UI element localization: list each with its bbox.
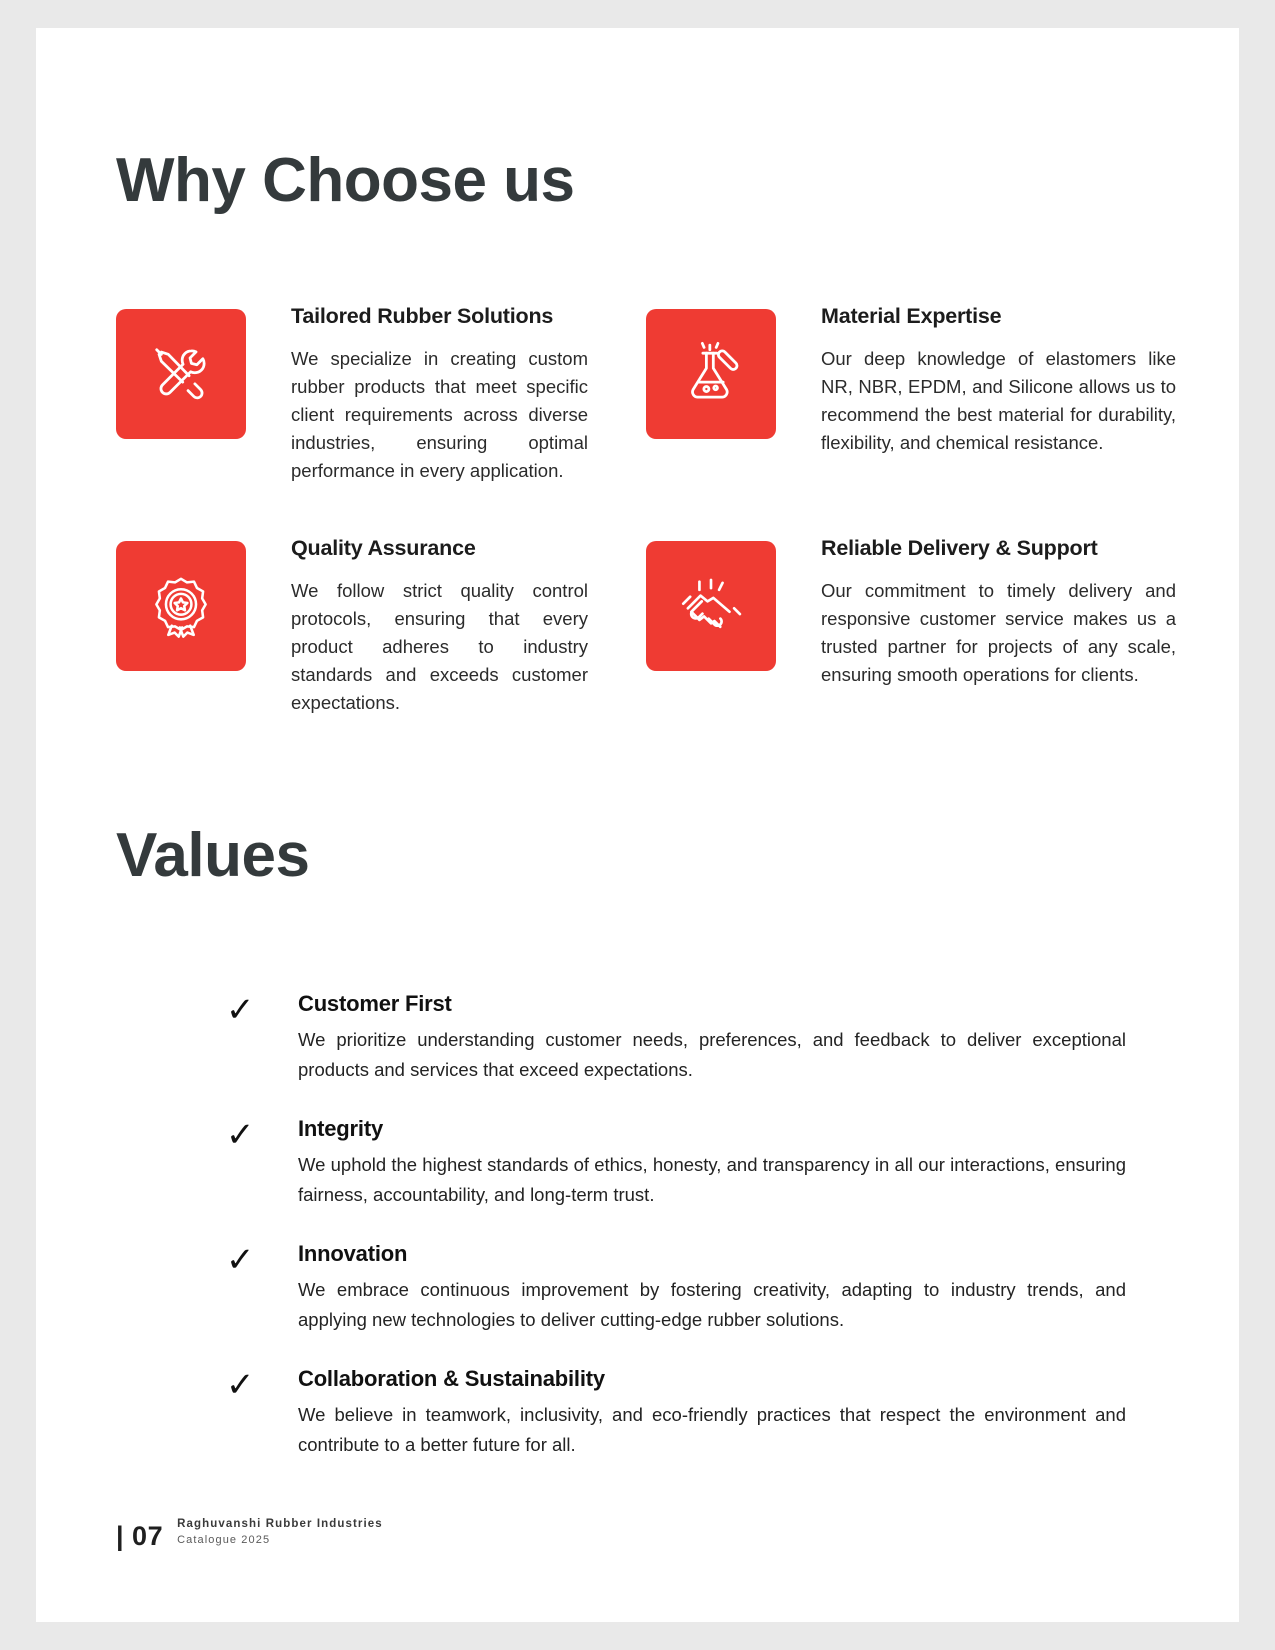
value-text-block: [298, 1366, 1126, 1460]
feature-title: Reliable Delivery & Support: [821, 536, 1098, 561]
feature-text-block: [291, 305, 588, 485]
features-row-1: [116, 305, 1176, 485]
feature-card-material-expertise: [646, 305, 1176, 485]
value-body: We embrace continuous improvement by fostering creativity, adapting to industry trends, and applying new technologies to deliver cutting-edge rubber solutions.: [298, 1278, 1126, 1330]
feature-card-reliable-delivery-support: [646, 537, 1176, 717]
footer-meta: [177, 1516, 383, 1550]
value-title: Innovation: [298, 1240, 408, 1266]
check-icon: ✓: [226, 1240, 255, 1279]
value-title: Collaboration & Sustainability: [298, 1365, 605, 1391]
section-title-values: Values: [116, 821, 310, 890]
value-title: Integrity: [298, 1115, 383, 1141]
list-item: [226, 1116, 1126, 1210]
feature-title: Tailored Rubber Solutions: [291, 304, 554, 328]
check-icon: ✓: [226, 1115, 255, 1154]
feature-body: Our commitment to timely delivery and responsive customer service makes us a trusted partner for projects of any scale, ensuring smooth operations for clients.: [821, 579, 1176, 686]
feature-card-quality-assurance: [116, 537, 646, 717]
footer-company-name: Raghuvanshi Rubber Industries: [177, 1518, 383, 1531]
value-text-block: [298, 1241, 1126, 1335]
value-body: We believe in teamwork, inclusivity, and eco-friendly practices that respect the environment and contribute to a better future for all.: [298, 1403, 1126, 1455]
value-text-block: [298, 1116, 1126, 1210]
feature-body: Our deep knowledge of elastomers like NR, NBR, EPDM, and Silicone allows us to recommend the best material for durability, flexibility, and chemical resistance.: [821, 347, 1176, 453]
footer-subtitle: Catalogue 2025: [177, 1534, 271, 1547]
quality-badge-star-icon: [116, 541, 246, 671]
value-body: We uphold the highest standards of ethics, honesty, and transparency in all our interactions, ensuring fairness, accountability, and long-term trust.: [298, 1153, 1126, 1205]
check-icon: ✓: [226, 991, 255, 1029]
list-item: [226, 1241, 1126, 1335]
check-icon: ✓: [226, 1365, 255, 1404]
feature-card-tailored-rubber-solutions: [116, 305, 646, 485]
value-text-block: [298, 991, 1126, 1085]
feature-text-block: [821, 537, 1176, 689]
handshake-icon: [646, 541, 776, 671]
list-item: [226, 1366, 1126, 1460]
list-item: [226, 991, 1126, 1085]
page-content: [116, 28, 1176, 1622]
feature-title: Material Expertise: [821, 304, 1002, 328]
feature-body: We specialize in creating custom rubber products that meet specific client requirements across diverse industries, ensuring optimal performance in every application.: [291, 347, 588, 482]
document-page: [36, 28, 1239, 1622]
value-title: Customer First: [298, 991, 452, 1016]
feature-title: Quality Assurance: [291, 536, 476, 561]
tools-wrench-screwdriver-icon: [116, 309, 246, 439]
row-spacer: [116, 485, 1176, 537]
value-body: We prioritize understanding customer needs, preferences, and feedback to deliver exceptional products and services that exceed expectations.: [298, 1029, 1126, 1080]
why-choose-us-heading-wrap: [116, 146, 575, 215]
page-number: | 07: [116, 1521, 164, 1551]
feature-body: We follow strict quality control protocols, ensuring that every product adheres to industry standards and exceeds customer expectations.: [291, 579, 588, 714]
values-heading-wrap: [116, 821, 310, 890]
features-grid: [116, 305, 1176, 717]
page-footer: [116, 1516, 383, 1550]
values-list: [226, 991, 1126, 1491]
page-title-why-choose-us: Why Choose us: [116, 146, 575, 215]
feature-text-block: [821, 305, 1176, 457]
features-row-2: [116, 537, 1176, 717]
feature-text-block: [291, 537, 588, 717]
lab-flask-test-tube-icon: [646, 309, 776, 439]
